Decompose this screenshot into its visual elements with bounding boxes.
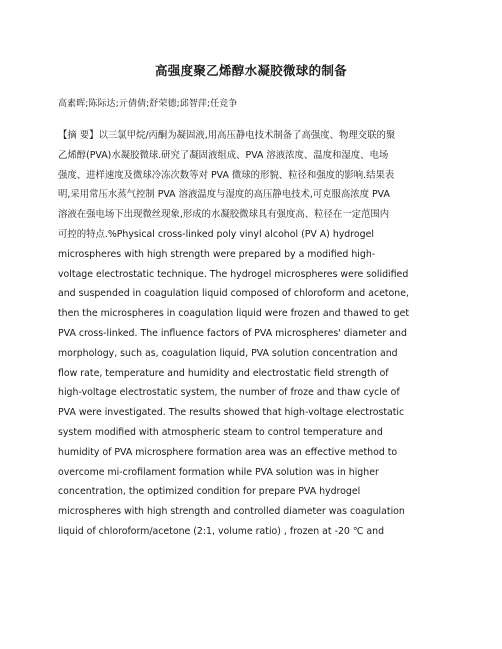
paper-abstract: 【摘 要】以三氯甲烷/丙酮为凝固液,用高压静电技术制备了高强度、物理交联的聚 乙烯醇(PVA)水凝胶微球.研究了凝固液组成、PVA 溶液浓度、温度和湿度、电场 强度、进样速度及微球冷冻次数等对 PVA 微球的形貌、粒径和强度的影响.结果表 明,采用常压水蒸气控制 PVA 溶液温度与湿度的高压静电技术,可克服高浓度 PVA 溶液在强电场下出现微丝现象,形成的水凝胶微球具有强度高、粒径在一定范围内 可控的特点.%Physical cross-linked poly vinyl alcohol (PV A) hydrogel microspheres with high strength were prepared by a modified high- voltage electrostatic technique. The hydrogel microspheres were solidified and suspended in coagulation liquid composed of chloroform and acetone, then the microspheres in coagulation liquid were frozen and thawed to get PVA cross-linked. The influence factors of PVA microspheres' diameter and morphology, such as, coagulation liquid, PVA solution concentration and flow rate, temperature and humidity and electrostatic field strength of high-voltage electrostatic system, the number of froze and thaw cycle of PVA were investigated. The results showed that high-voltage electrostatic system modified with atmospheric steam to control temperature and humidity of PVA microsphere formation area was an effective method to overcome mi-crofilament formation while PVA solution was in higher concentration, the optimized condition for prepare PVA hydrogel microspheres with high strength and controlled diameter was coagulation liquid of chloroform/acetone (2:1, volume ratio) , frozen at -20 ℃ and	[58, 130, 410, 537]
paper-authors: 高素晖;陈际达;亓倩倩;舒荣德;邱智萍;任竞争	[58, 99, 238, 109]
paper-title: 高强度聚乙烯醇水凝胶微球的制备	[154, 63, 347, 78]
